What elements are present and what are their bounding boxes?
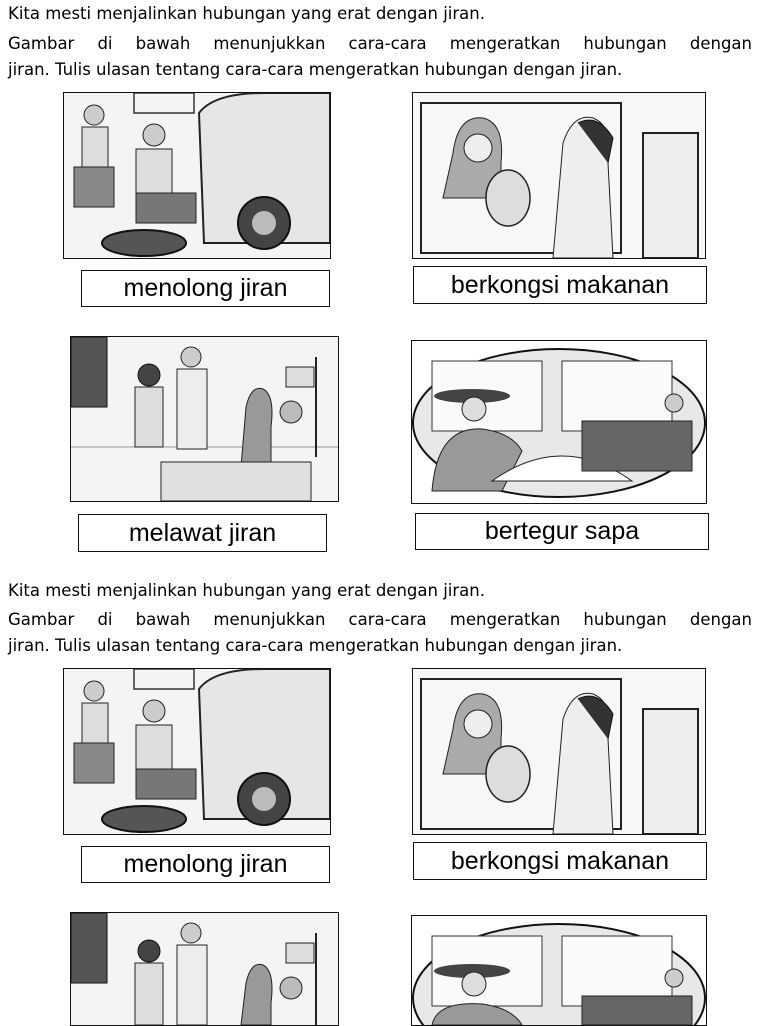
label-helping-neighbour-repeat: menolong jiran (81, 846, 330, 883)
instruction-line-2: jiran. Tulis ulasan tentang cara-cara mengeratkan hubungan dengan jiran. (8, 60, 623, 79)
label-helping-neighbour: menolong jiran (81, 270, 330, 307)
instruction-line-1-repeat: Gambar di bawah menunjukkan cara-cara mengeratkan hubungan dengan (8, 610, 752, 629)
label-sharing-food: berkongsi makanan (413, 266, 707, 304)
intro-text: Kita mesti menjalinkan hubungan yang erat dengan jiran. (8, 4, 485, 23)
sharing-food-illustration (412, 92, 706, 259)
helping-neighbour-illustration-repeat (63, 668, 331, 835)
intro-text-repeat: Kita mesti menjalinkan hubungan yang erat dengan jiran. (8, 581, 485, 600)
label-visiting-neighbour: melawat jiran (78, 514, 327, 552)
visiting-neighbour-illustration (70, 336, 339, 502)
instruction-line-2-repeat: jiran. Tulis ulasan tentang cara-cara mengeratkan hubungan dengan jiran. (8, 636, 623, 655)
greeting-illustration-repeat (411, 915, 707, 1026)
label-sharing-food-repeat: berkongsi makanan (413, 842, 707, 880)
label-greeting: bertegur sapa (415, 513, 709, 550)
sharing-food-illustration-repeat (412, 668, 706, 835)
greeting-illustration (411, 340, 707, 504)
visiting-neighbour-illustration-repeat (70, 912, 339, 1026)
instruction-line-1: Gambar di bawah menunjukkan cara-cara mengeratkan hubungan dengan (8, 34, 752, 53)
helping-neighbour-illustration (63, 92, 331, 259)
